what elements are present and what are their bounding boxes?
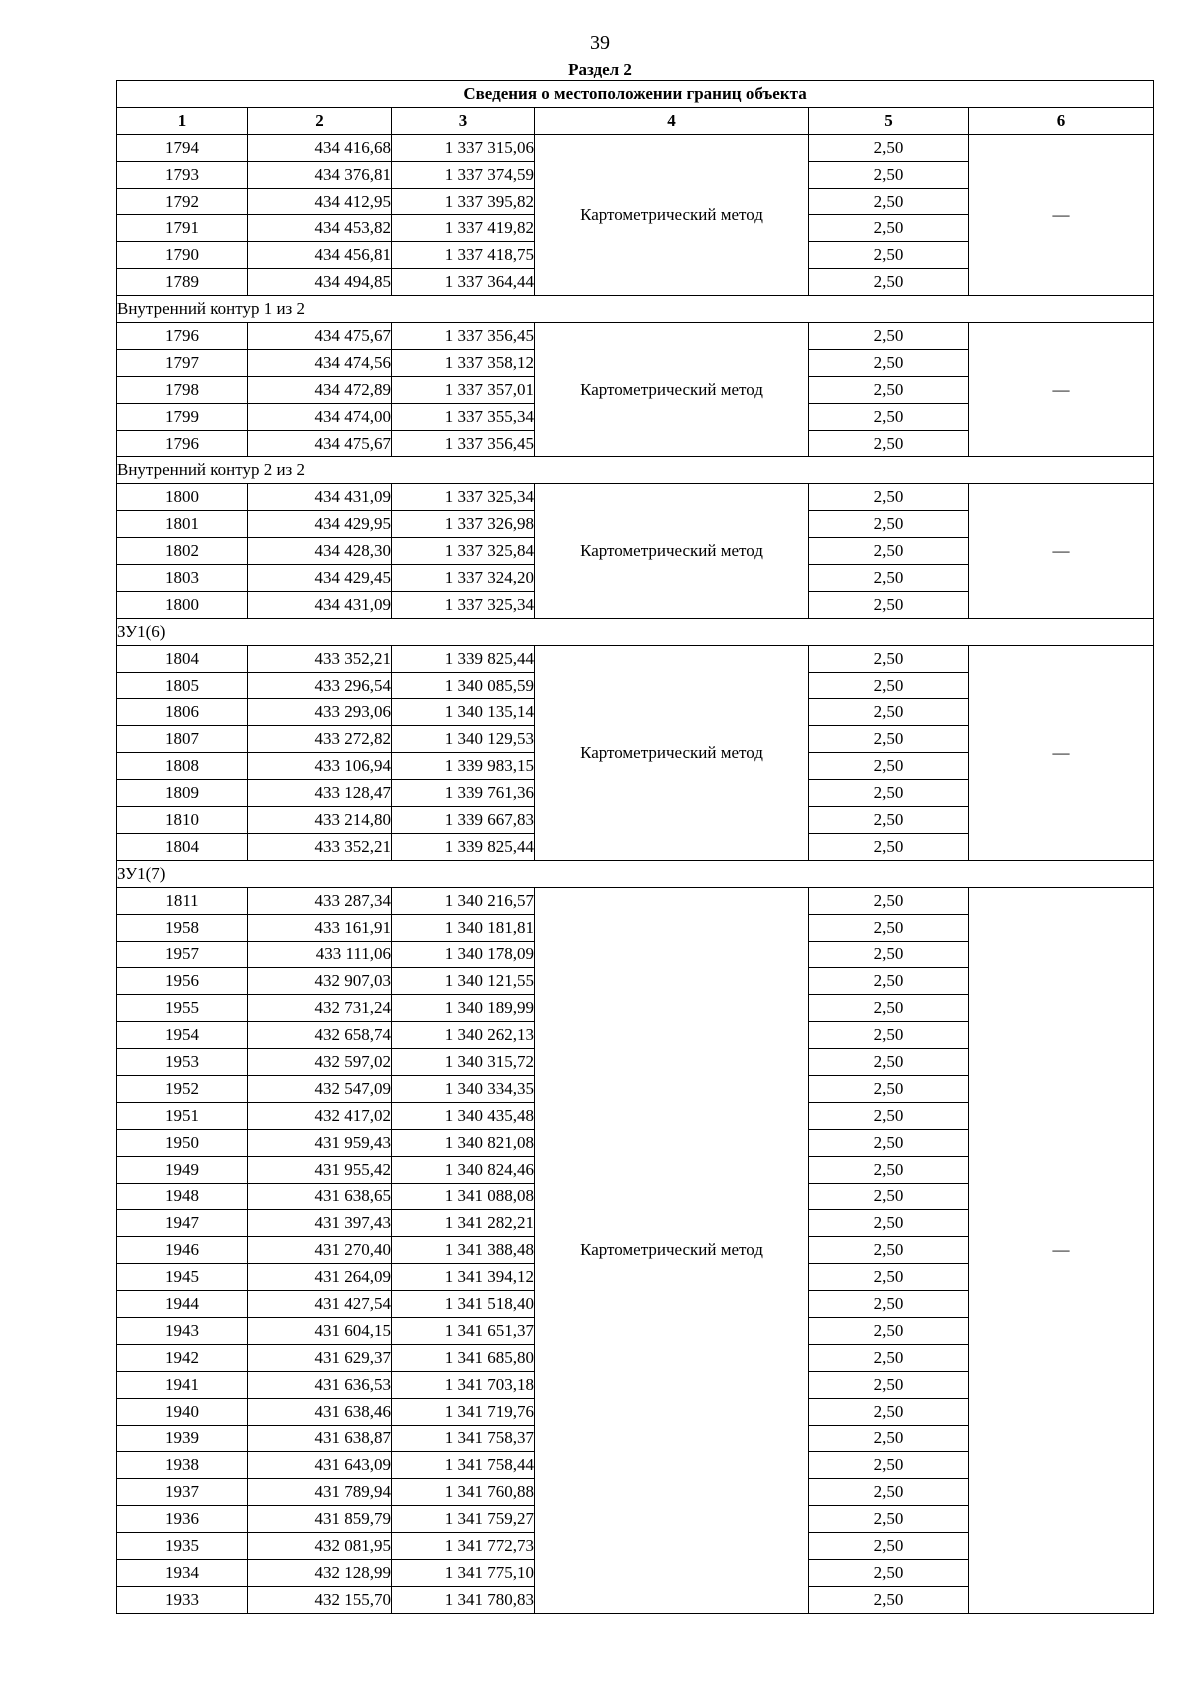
accuracy-value: 2,50 bbox=[809, 1291, 969, 1318]
accuracy-value: 2,50 bbox=[809, 914, 969, 941]
coordinate-x: 433 293,06 bbox=[248, 699, 392, 726]
point-number: 1956 bbox=[117, 968, 248, 995]
coordinate-x: 433 111,06 bbox=[248, 941, 392, 968]
contour-label-row bbox=[117, 618, 1154, 645]
accuracy-value: 2,50 bbox=[809, 323, 969, 350]
column-6-value: — bbox=[969, 134, 1154, 295]
contour-label-row bbox=[117, 860, 1154, 887]
coordinate-x: 434 428,30 bbox=[248, 538, 392, 565]
accuracy-value: 2,50 bbox=[809, 430, 969, 457]
table-row bbox=[117, 134, 1154, 161]
coordinate-x: 434 494,85 bbox=[248, 269, 392, 296]
accuracy-value: 2,50 bbox=[809, 1129, 969, 1156]
accuracy-value: 2,50 bbox=[809, 1237, 969, 1264]
contour-label: Внутренний контур 2 из 2 bbox=[117, 457, 1154, 484]
page-number: 39 bbox=[590, 32, 610, 54]
point-number: 1955 bbox=[117, 995, 248, 1022]
point-number: 1810 bbox=[117, 807, 248, 834]
accuracy-value: 2,50 bbox=[809, 269, 969, 296]
coordinate-x: 434 456,81 bbox=[248, 242, 392, 269]
coordinate-y: 1 337 356,45 bbox=[392, 323, 535, 350]
coordinate-x: 431 264,09 bbox=[248, 1264, 392, 1291]
accuracy-value: 2,50 bbox=[809, 1479, 969, 1506]
contour-label-row bbox=[117, 457, 1154, 484]
point-number: 1954 bbox=[117, 1022, 248, 1049]
point-number: 1805 bbox=[117, 672, 248, 699]
coordinate-x: 433 128,47 bbox=[248, 780, 392, 807]
accuracy-value: 2,50 bbox=[809, 591, 969, 618]
accuracy-value: 2,50 bbox=[809, 887, 969, 914]
point-number: 1934 bbox=[117, 1559, 248, 1586]
point-number: 1948 bbox=[117, 1183, 248, 1210]
coordinate-y: 1 337 358,12 bbox=[392, 349, 535, 376]
coordinate-y: 1 337 357,01 bbox=[392, 376, 535, 403]
coordinate-y: 1 341 760,88 bbox=[392, 1479, 535, 1506]
point-number: 1944 bbox=[117, 1291, 248, 1318]
point-number: 1803 bbox=[117, 565, 248, 592]
coordinate-y: 1 337 419,82 bbox=[392, 215, 535, 242]
coordinate-x: 431 859,79 bbox=[248, 1506, 392, 1533]
accuracy-value: 2,50 bbox=[809, 645, 969, 672]
determination-method: Картометрический метод bbox=[535, 887, 809, 1613]
coordinate-y: 1 341 772,73 bbox=[392, 1533, 535, 1560]
point-number: 1809 bbox=[117, 780, 248, 807]
accuracy-value: 2,50 bbox=[809, 1506, 969, 1533]
coordinate-x: 431 427,54 bbox=[248, 1291, 392, 1318]
coordinate-x: 434 474,56 bbox=[248, 349, 392, 376]
coordinate-x: 433 106,94 bbox=[248, 753, 392, 780]
accuracy-value: 2,50 bbox=[809, 1559, 969, 1586]
point-number: 1808 bbox=[117, 753, 248, 780]
coordinate-y: 1 339 825,44 bbox=[392, 645, 535, 672]
coordinate-y: 1 341 703,18 bbox=[392, 1371, 535, 1398]
point-number: 1935 bbox=[117, 1533, 248, 1560]
coordinate-y: 1 341 282,21 bbox=[392, 1210, 535, 1237]
coordinate-x: 431 789,94 bbox=[248, 1479, 392, 1506]
point-number: 1804 bbox=[117, 645, 248, 672]
accuracy-value: 2,50 bbox=[809, 161, 969, 188]
boundary-coordinates-table bbox=[116, 80, 1154, 1614]
point-number: 1791 bbox=[117, 215, 248, 242]
accuracy-value: 2,50 bbox=[809, 1425, 969, 1452]
coordinate-y: 1 337 325,84 bbox=[392, 538, 535, 565]
accuracy-value: 2,50 bbox=[809, 833, 969, 860]
point-number: 1949 bbox=[117, 1156, 248, 1183]
accuracy-value: 2,50 bbox=[809, 1183, 969, 1210]
coordinate-y: 1 337 315,06 bbox=[392, 134, 535, 161]
coordinate-x: 431 270,40 bbox=[248, 1237, 392, 1264]
determination-method: Картометрический метод bbox=[535, 134, 809, 295]
point-number: 1796 bbox=[117, 430, 248, 457]
coordinate-y: 1 339 761,36 bbox=[392, 780, 535, 807]
coordinate-x: 434 472,89 bbox=[248, 376, 392, 403]
point-number: 1793 bbox=[117, 161, 248, 188]
point-number: 1952 bbox=[117, 1075, 248, 1102]
accuracy-value: 2,50 bbox=[809, 699, 969, 726]
accuracy-value: 2,50 bbox=[809, 1344, 969, 1371]
coordinate-x: 433 296,54 bbox=[248, 672, 392, 699]
column-6-value: — bbox=[969, 645, 1154, 860]
coordinate-y: 1 340 178,09 bbox=[392, 941, 535, 968]
coordinate-y: 1 340 262,13 bbox=[392, 1022, 535, 1049]
table-row bbox=[117, 323, 1154, 350]
point-number: 1938 bbox=[117, 1452, 248, 1479]
coordinate-y: 1 337 326,98 bbox=[392, 511, 535, 538]
accuracy-value: 2,50 bbox=[809, 484, 969, 511]
coordinate-x: 431 629,37 bbox=[248, 1344, 392, 1371]
point-number: 1798 bbox=[117, 376, 248, 403]
table-row bbox=[117, 887, 1154, 914]
accuracy-value: 2,50 bbox=[809, 215, 969, 242]
coordinate-y: 1 341 518,40 bbox=[392, 1291, 535, 1318]
coordinate-x: 431 636,53 bbox=[248, 1371, 392, 1398]
coordinate-y: 1 341 685,80 bbox=[392, 1344, 535, 1371]
coordinate-x: 432 907,03 bbox=[248, 968, 392, 995]
coordinate-y: 1 340 315,72 bbox=[392, 1049, 535, 1076]
point-number: 1800 bbox=[117, 484, 248, 511]
point-number: 1942 bbox=[117, 1344, 248, 1371]
coordinate-y: 1 341 088,08 bbox=[392, 1183, 535, 1210]
column-header: 6 bbox=[969, 107, 1154, 134]
accuracy-value: 2,50 bbox=[809, 807, 969, 834]
table-caption: Сведения о местоположении границ объекта bbox=[117, 81, 1154, 108]
coordinate-y: 1 337 374,59 bbox=[392, 161, 535, 188]
point-number: 1794 bbox=[117, 134, 248, 161]
accuracy-value: 2,50 bbox=[809, 242, 969, 269]
coordinate-y: 1 337 355,34 bbox=[392, 403, 535, 430]
coordinate-x: 432 547,09 bbox=[248, 1075, 392, 1102]
coordinate-x: 434 474,00 bbox=[248, 403, 392, 430]
accuracy-value: 2,50 bbox=[809, 995, 969, 1022]
accuracy-value: 2,50 bbox=[809, 188, 969, 215]
coordinate-y: 1 341 775,10 bbox=[392, 1559, 535, 1586]
coordinate-y: 1 341 780,83 bbox=[392, 1586, 535, 1613]
accuracy-value: 2,50 bbox=[809, 780, 969, 807]
coordinate-y: 1 337 418,75 bbox=[392, 242, 535, 269]
accuracy-value: 2,50 bbox=[809, 1102, 969, 1129]
coordinate-x: 432 658,74 bbox=[248, 1022, 392, 1049]
accuracy-value: 2,50 bbox=[809, 538, 969, 565]
contour-label: ЗУ1(7) bbox=[117, 860, 1154, 887]
point-number: 1940 bbox=[117, 1398, 248, 1425]
determination-method: Картометрический метод bbox=[535, 484, 809, 618]
coordinate-y: 1 339 983,15 bbox=[392, 753, 535, 780]
coordinate-y: 1 340 821,08 bbox=[392, 1129, 535, 1156]
table-row bbox=[117, 484, 1154, 511]
column-header: 2 bbox=[248, 107, 392, 134]
coordinate-x: 433 287,34 bbox=[248, 887, 392, 914]
coordinate-x: 433 352,21 bbox=[248, 645, 392, 672]
coordinate-x: 434 475,67 bbox=[248, 430, 392, 457]
coordinate-x: 434 412,95 bbox=[248, 188, 392, 215]
accuracy-value: 2,50 bbox=[809, 726, 969, 753]
column-header: 4 bbox=[535, 107, 809, 134]
coordinate-y: 1 340 189,99 bbox=[392, 995, 535, 1022]
point-number: 1937 bbox=[117, 1479, 248, 1506]
point-number: 1943 bbox=[117, 1317, 248, 1344]
point-number: 1947 bbox=[117, 1210, 248, 1237]
column-header: 5 bbox=[809, 107, 969, 134]
coordinate-y: 1 340 121,55 bbox=[392, 968, 535, 995]
coordinate-y: 1 340 085,59 bbox=[392, 672, 535, 699]
column-header: 3 bbox=[392, 107, 535, 134]
point-number: 1945 bbox=[117, 1264, 248, 1291]
coordinate-x: 431 959,43 bbox=[248, 1129, 392, 1156]
point-number: 1957 bbox=[117, 941, 248, 968]
coordinate-y: 1 341 759,27 bbox=[392, 1506, 535, 1533]
point-number: 1806 bbox=[117, 699, 248, 726]
coordinate-x: 434 453,82 bbox=[248, 215, 392, 242]
contour-label: Внутренний контур 1 из 2 bbox=[117, 296, 1154, 323]
coordinate-y: 1 340 435,48 bbox=[392, 1102, 535, 1129]
point-number: 1933 bbox=[117, 1586, 248, 1613]
coordinate-y: 1 341 394,12 bbox=[392, 1264, 535, 1291]
point-number: 1950 bbox=[117, 1129, 248, 1156]
coordinate-x: 432 597,02 bbox=[248, 1049, 392, 1076]
coordinate-x: 434 429,95 bbox=[248, 511, 392, 538]
coordinate-x: 431 604,15 bbox=[248, 1317, 392, 1344]
accuracy-value: 2,50 bbox=[809, 1586, 969, 1613]
coordinate-y: 1 340 334,35 bbox=[392, 1075, 535, 1102]
point-number: 1807 bbox=[117, 726, 248, 753]
coordinate-x: 433 161,91 bbox=[248, 914, 392, 941]
coordinate-x: 434 376,81 bbox=[248, 161, 392, 188]
coordinate-y: 1 339 667,83 bbox=[392, 807, 535, 834]
accuracy-value: 2,50 bbox=[809, 968, 969, 995]
point-number: 1939 bbox=[117, 1425, 248, 1452]
determination-method: Картометрический метод bbox=[535, 323, 809, 457]
accuracy-value: 2,50 bbox=[809, 134, 969, 161]
accuracy-value: 2,50 bbox=[809, 1371, 969, 1398]
coordinate-x: 432 081,95 bbox=[248, 1533, 392, 1560]
coordinate-y: 1 341 388,48 bbox=[392, 1237, 535, 1264]
contour-label-row bbox=[117, 296, 1154, 323]
coordinate-x: 431 397,43 bbox=[248, 1210, 392, 1237]
accuracy-value: 2,50 bbox=[809, 349, 969, 376]
accuracy-value: 2,50 bbox=[809, 1049, 969, 1076]
coordinate-x: 431 955,42 bbox=[248, 1156, 392, 1183]
point-number: 1796 bbox=[117, 323, 248, 350]
coordinate-y: 1 341 651,37 bbox=[392, 1317, 535, 1344]
accuracy-value: 2,50 bbox=[809, 941, 969, 968]
accuracy-value: 2,50 bbox=[809, 1210, 969, 1237]
column-6-value: — bbox=[969, 323, 1154, 457]
coordinate-y: 1 337 364,44 bbox=[392, 269, 535, 296]
accuracy-value: 2,50 bbox=[809, 403, 969, 430]
coordinate-x: 432 731,24 bbox=[248, 995, 392, 1022]
point-number: 1797 bbox=[117, 349, 248, 376]
accuracy-value: 2,50 bbox=[809, 1022, 969, 1049]
coordinate-x: 434 416,68 bbox=[248, 134, 392, 161]
accuracy-value: 2,50 bbox=[809, 565, 969, 592]
accuracy-value: 2,50 bbox=[809, 1533, 969, 1560]
coordinate-x: 434 431,09 bbox=[248, 484, 392, 511]
point-number: 1790 bbox=[117, 242, 248, 269]
coordinate-y: 1 339 825,44 bbox=[392, 833, 535, 860]
accuracy-value: 2,50 bbox=[809, 376, 969, 403]
contour-label: ЗУ1(6) bbox=[117, 618, 1154, 645]
accuracy-value: 2,50 bbox=[809, 511, 969, 538]
coordinate-y: 1 341 719,76 bbox=[392, 1398, 535, 1425]
accuracy-value: 2,50 bbox=[809, 1398, 969, 1425]
accuracy-value: 2,50 bbox=[809, 753, 969, 780]
coordinate-y: 1 337 324,20 bbox=[392, 565, 535, 592]
coordinate-y: 1 340 181,81 bbox=[392, 914, 535, 941]
section-title: Раздел 2 bbox=[568, 60, 632, 79]
accuracy-value: 2,50 bbox=[809, 672, 969, 699]
coordinate-x: 431 643,09 bbox=[248, 1452, 392, 1479]
coordinate-y: 1 337 325,34 bbox=[392, 484, 535, 511]
point-number: 1804 bbox=[117, 833, 248, 860]
coordinate-x: 434 429,45 bbox=[248, 565, 392, 592]
coordinate-y: 1 340 824,46 bbox=[392, 1156, 535, 1183]
point-number: 1802 bbox=[117, 538, 248, 565]
point-number: 1946 bbox=[117, 1237, 248, 1264]
coordinate-x: 433 352,21 bbox=[248, 833, 392, 860]
point-number: 1792 bbox=[117, 188, 248, 215]
coordinate-x: 433 214,80 bbox=[248, 807, 392, 834]
coordinate-x: 432 155,70 bbox=[248, 1586, 392, 1613]
coordinate-x: 431 638,46 bbox=[248, 1398, 392, 1425]
point-number: 1811 bbox=[117, 887, 248, 914]
table-row bbox=[117, 645, 1154, 672]
coordinate-x: 432 128,99 bbox=[248, 1559, 392, 1586]
point-number: 1953 bbox=[117, 1049, 248, 1076]
point-number: 1789 bbox=[117, 269, 248, 296]
accuracy-value: 2,50 bbox=[809, 1452, 969, 1479]
coordinate-x: 432 417,02 bbox=[248, 1102, 392, 1129]
coordinate-x: 433 272,82 bbox=[248, 726, 392, 753]
coordinate-y: 1 340 216,57 bbox=[392, 887, 535, 914]
accuracy-value: 2,50 bbox=[809, 1264, 969, 1291]
coordinate-y: 1 341 758,37 bbox=[392, 1425, 535, 1452]
accuracy-value: 2,50 bbox=[809, 1075, 969, 1102]
column-header: 1 bbox=[117, 107, 248, 134]
column-6-value: — bbox=[969, 484, 1154, 618]
point-number: 1941 bbox=[117, 1371, 248, 1398]
determination-method: Картометрический метод bbox=[535, 645, 809, 860]
accuracy-value: 2,50 bbox=[809, 1156, 969, 1183]
coordinate-y: 1 341 758,44 bbox=[392, 1452, 535, 1479]
coordinate-y: 1 340 135,14 bbox=[392, 699, 535, 726]
coordinate-x: 431 638,87 bbox=[248, 1425, 392, 1452]
point-number: 1958 bbox=[117, 914, 248, 941]
coordinate-x: 434 431,09 bbox=[248, 591, 392, 618]
coordinate-y: 1 337 325,34 bbox=[392, 591, 535, 618]
point-number: 1800 bbox=[117, 591, 248, 618]
column-6-value: — bbox=[969, 887, 1154, 1613]
accuracy-value: 2,50 bbox=[809, 1317, 969, 1344]
point-number: 1801 bbox=[117, 511, 248, 538]
point-number: 1936 bbox=[117, 1506, 248, 1533]
coordinate-y: 1 340 129,53 bbox=[392, 726, 535, 753]
coordinate-y: 1 337 356,45 bbox=[392, 430, 535, 457]
table-body bbox=[117, 134, 1154, 1613]
coordinate-y: 1 337 395,82 bbox=[392, 188, 535, 215]
coordinate-x: 434 475,67 bbox=[248, 323, 392, 350]
point-number: 1951 bbox=[117, 1102, 248, 1129]
point-number: 1799 bbox=[117, 403, 248, 430]
coordinate-x: 431 638,65 bbox=[248, 1183, 392, 1210]
